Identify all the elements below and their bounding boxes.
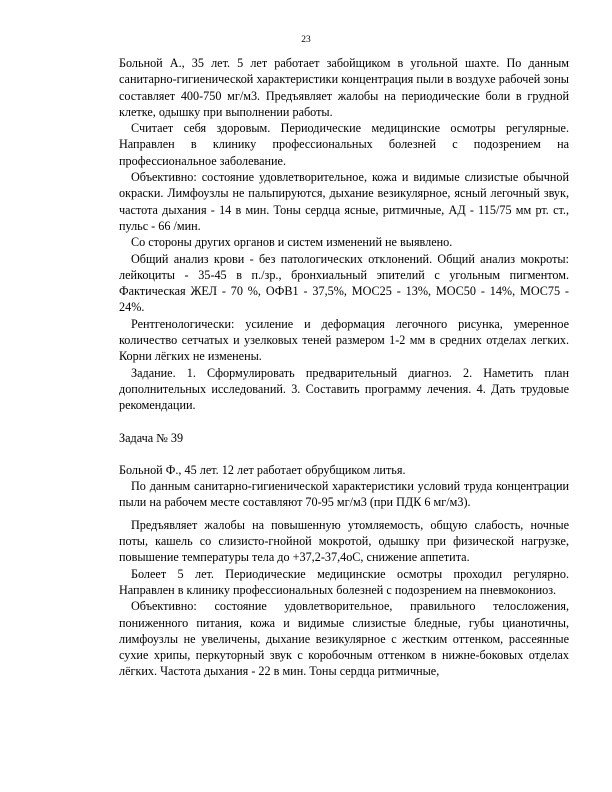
spacer [119,446,569,462]
case2-paragraph-2: По данным санитарно-гигиенической характеристики условий труда концентрации пыли на рабочем месте составляют 70-95 мг/м3 (при ПДК 6 мг/м3). [119,479,569,510]
case2-paragraph-3: Предъявляет жалобы на повышенную утомляемость, общую слабость, ночные поты, кашель со слизисто-гнойной мокротой, одышку при физической нагрузке, повышение температуры тела до +37,2-37,4оС, снижение аппетита. [119,517,569,565]
case1-paragraph-6: Рентгенологически: усиление и деформация легочного рисунка, умеренное количество сетчатых и узелковых теней размером 1-2 мм в средних отделах легких. Корни лёгких не изменены. [119,316,569,364]
task-heading: Задача № 39 [119,430,184,445]
case1-paragraph-7: Задание. 1. Сформулировать предварительный диагноз. 2. Наметить план дополнительных исследований. 3. Составить программу лечения. 4. Дать трудовые рекомендации. [119,365,569,413]
spacer [119,414,569,430]
case1-paragraph-5: Общий анализ крови - без патологических отклонений. Общий анализ мокроты: лейкоциты - 35-45 в п./зр., бронхиальный эпителий с угольным пигментом. Фактическая ЖЕЛ - 70 %, ОФВ1 - 37,5%, МОС25 - 13%, МОС50 - 14%, МОС75 - 24%. [119,251,569,315]
case1-paragraph-4: Со стороны других органов и систем изменений не выявлено. [131,235,453,250]
case2-paragraph-5: Объективно: состояние удовлетворительное, правильного телосложения, пониженного питания, кожа и видимые слизистые бледные, губы цианотичны, лимфоузлы не увеличены, дыхание везикулярное с жестким оттенком, рассеянные сухие хрипы, перкуторный звук с коробочным оттенком в нижне-боковых отделах лёгких. Частота дыхания - 22 в мин. Тоны сердца ритмичные, [119,599,569,679]
case1-paragraph-2: Считает себя здоровым. Периодические медицинские осмотры регулярные. Направлен в клинику профессиональных болезней с подозрением на профессиональное заболевание. [119,121,569,168]
case1-paragraph-1: Больной А., 35 лет. 5 лет работает забойщиком в угольной шахте. По данным санитарно-гигиенической характеристики концентрация пыли в воздухе рабочей зоны составляет 400-750 мг/м3. Предъявляет жалобы на периодические боли в грудной клетке, одышку при выполнении работы. [119,56,569,119]
document-body [119,55,569,680]
page-number: 23 [301,35,311,45]
case1-paragraph-3: Объективно: состояние удовлетворительное, кожа и видимые слизистые обычной окраски. Лимфоузлы не пальпируются, дыхание везикулярное, ясный легочный звук, частота дыхания - 14 в мин. Тоны сердца ясные, ритмичные, АД - 115/75 мм рт. ст., пульс - 66 /мин. [119,170,569,233]
case2-paragraph-1: Больной Ф., 45 лет. 12 лет работает обрубщиком литья. [119,462,406,477]
case2-paragraph-4: Болеет 5 лет. Периодические медицинские осмотры проходил регулярно. Направлен в клинику профессиональных болезней с подозрением на пневмокониоз. [119,566,569,597]
